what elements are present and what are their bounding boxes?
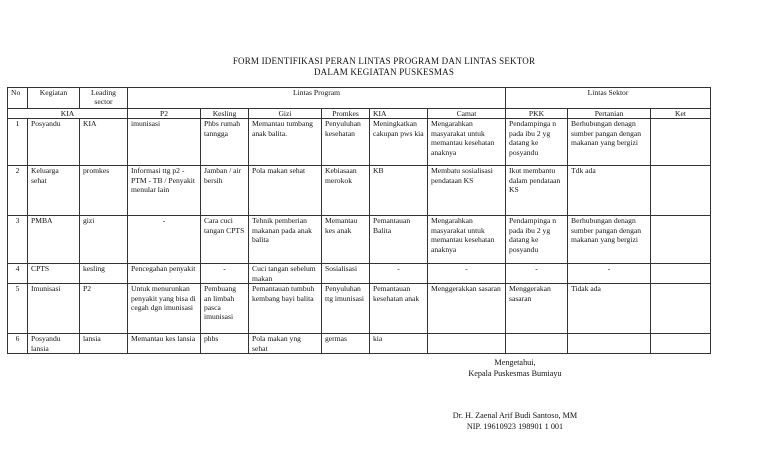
cell-camat: Menggerakkan sasaran	[428, 284, 506, 334]
cell-camat: Mengarahkan masyarakat untuk memantau kesehatan anaknya	[428, 119, 506, 166]
header-kesling: Kesling	[201, 109, 249, 119]
header-kia: KIA	[8, 109, 128, 119]
cell-gizi: Memantau tumbang anak balita.	[249, 119, 322, 166]
cell-kesling: phbs	[201, 334, 249, 354]
cell-kesling: Cara cuci tangan CPTS	[201, 216, 249, 264]
cell-pertanian: Berhubungan denagn sumber pangan dengan makanan yang bergizi	[568, 119, 651, 166]
cell-leading: lansia	[80, 334, 128, 354]
cell-gizi: Pola makan yng sehat	[249, 334, 322, 354]
header-promkes: Promkes	[322, 109, 370, 119]
form-title: FORM IDENTIFIKASI PERAN LINTAS PROGRAM DAN LINTAS SEKTOR	[232, 56, 536, 66]
cell-p2: Untuk menurunkan penyakit yang bisa di cegah dgn imunisasi	[128, 284, 201, 334]
cell-kia: Pemantauan Balita	[370, 216, 428, 264]
cell-ket	[651, 264, 711, 284]
header-ket: Ket	[651, 109, 711, 119]
cell-kia: Meningkatkan cakupan pws kia	[370, 119, 428, 166]
cell-pkk: Pendampinga n pada ibu 2 yg datang ke posyandu	[506, 119, 568, 166]
cell-ket	[651, 119, 711, 166]
cell-camat: -	[428, 264, 506, 284]
cell-kesling: Jamban / air bersih	[201, 166, 249, 216]
cell-p2: Informasi ttg p2 -PTM - TB / Penyakit menular lain	[128, 166, 201, 216]
cell-pkk	[506, 334, 568, 354]
cell-gizi: Cuci tangan sebelum makan	[249, 264, 322, 284]
cell-leading: kesling	[80, 264, 128, 284]
table-row	[8, 166, 711, 216]
header-kegiatan: Kegiatan	[28, 88, 80, 109]
cell-kegiatan: Posyandu lansia	[28, 334, 80, 354]
header-pkk: PKK	[506, 109, 568, 119]
cell-kia: -	[370, 264, 428, 284]
cell-pertanian	[568, 334, 651, 354]
cell-promkes: Penyuluhan kesehatan	[322, 119, 370, 166]
cell-kesling: Phbs rumah tanngga	[201, 119, 249, 166]
header-lintas-sektor: Lintas Sektor	[506, 88, 711, 109]
cell-no: 2	[8, 166, 28, 216]
table-row	[8, 119, 711, 166]
cell-no: 1	[8, 119, 28, 166]
cell-kia: Pemantauan kesehatan anak	[370, 284, 428, 334]
header-kia-2: KIA	[370, 109, 428, 119]
cell-pkk: Ikut membantu dalam pendataan KS	[506, 166, 568, 216]
identification-table	[7, 87, 711, 354]
header-gizi: Gizi	[249, 109, 322, 119]
cell-kegiatan: Posyandu	[28, 119, 80, 166]
cell-pertanian: Tidak ada	[568, 284, 651, 334]
cell-pertanian: Tdk ada	[568, 166, 651, 216]
header-row-2	[8, 109, 711, 119]
cell-ket	[651, 166, 711, 216]
header-no: No	[8, 88, 28, 109]
cell-no: 3	[8, 216, 28, 264]
signature-mengetahui: Mengetahui,	[494, 358, 536, 367]
cell-pkk: Pendampinga n pada ibu 2 yg datang ke posyandu	[506, 216, 568, 264]
cell-p2: -	[128, 216, 201, 264]
signature-position: Kepala Puskesmas Bumiayu	[468, 369, 562, 378]
table-row	[8, 284, 711, 334]
cell-leading: KIA	[80, 119, 128, 166]
cell-ket	[651, 284, 711, 334]
cell-gizi: Pola makan sehat	[249, 166, 322, 216]
cell-ket	[651, 334, 711, 354]
signature-name: Dr. H. Zaenal Arif Budi Santoso, MM	[452, 411, 578, 420]
table-row	[8, 334, 711, 354]
cell-promkes: Memantau kes anak	[322, 216, 370, 264]
header-camat: Camat	[428, 109, 506, 119]
table-row	[8, 264, 711, 284]
cell-kia: KB	[370, 166, 428, 216]
header-row-1	[8, 88, 711, 109]
cell-kegiatan: PMBA	[28, 216, 80, 264]
cell-no: 5	[8, 284, 28, 334]
cell-kesling: Pembuang an limbah pasca imunisasi	[201, 284, 249, 334]
cell-promkes: Penyuluhan ttg imunisasi	[322, 284, 370, 334]
cell-ket	[651, 216, 711, 264]
table-row	[8, 216, 711, 264]
cell-pkk: Menggerakan sasaran	[506, 284, 568, 334]
header-leading-sector: Leading sector	[80, 88, 128, 109]
cell-promkes: germas	[322, 334, 370, 354]
cell-no: 6	[8, 334, 28, 354]
cell-kegiatan: Imunisasi	[28, 284, 80, 334]
cell-gizi: Tehnik pemberian makanan pada anak balita	[249, 216, 322, 264]
cell-kesling: -	[201, 264, 249, 284]
cell-pertanian: Berhubungan denagn sumber pangan dengan makanan yang bergizi	[568, 216, 651, 264]
form-subtitle: DALAM KEGIATAN PUSKESMAS	[313, 67, 455, 77]
header-lintas-program: Lintas Program	[128, 88, 506, 109]
cell-no: 4	[8, 264, 28, 284]
header-pertanian: Pertanian	[568, 109, 651, 119]
signature-nip: NIP. 19610923 198901 1 001	[466, 422, 564, 431]
cell-promkes: Kebiasaan merokok	[322, 166, 370, 216]
cell-p2: Pencegahan penyakit	[128, 264, 201, 284]
cell-camat: Membatu sosialisasi pendataan KS	[428, 166, 506, 216]
cell-pkk: -	[506, 264, 568, 284]
cell-leading: P2	[80, 284, 128, 334]
cell-leading: promkes	[80, 166, 128, 216]
cell-camat: Mengarahkan masyarakat untuk memantau kesehatan anaknya	[428, 216, 506, 264]
cell-p2: imunisasi	[128, 119, 201, 166]
cell-leading: gizi	[80, 216, 128, 264]
cell-kegiatan: CPTS	[28, 264, 80, 284]
cell-p2: Memantau kes lansia	[128, 334, 201, 354]
header-p2: P2	[128, 109, 201, 119]
cell-camat	[428, 334, 506, 354]
cell-kegiatan: Keluarga sehat	[28, 166, 80, 216]
cell-pertanian: -	[568, 264, 651, 284]
cell-gizi: Pemantauan tumbuh kembang bayi balita	[249, 284, 322, 334]
cell-promkes: Sosialisasi	[322, 264, 370, 284]
cell-kia: kia	[370, 334, 428, 354]
